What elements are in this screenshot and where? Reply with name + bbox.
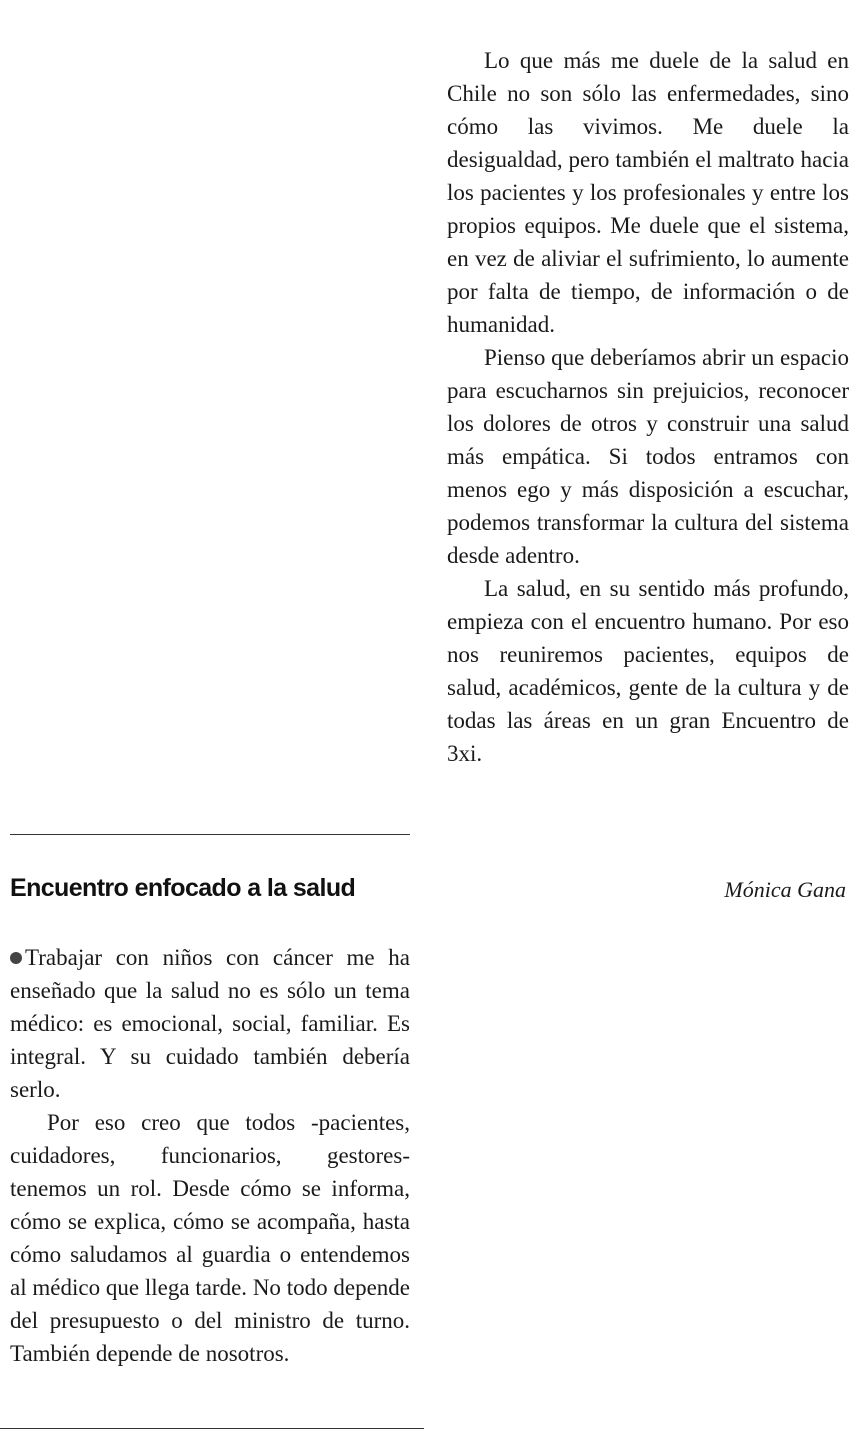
section-divider-bottom (0, 1428, 424, 1429)
left-paragraph-2: Por eso creo que todos -pacientes, cuidadores, funcionarios, gestores- tenemos un rol. Desde cómo se informa, cómo se explica, cómo se acompaña, hasta cómo saludamos al guardia o entendemos al médico que llega tarde. No todo depende del presupuesto o del ministro de turno. También depende de nosotros. (10, 1110, 410, 1366)
right-paragraph-3: La salud, en su sentido más profundo, empieza con el encuentro humano. Por eso nos reuniremos pacientes, equipos de salud, académicos, gente de la cultura y de todas las áreas en un gran Encuentro de 3xi. (447, 576, 849, 766)
article-headline: Encuentro enfocado a la salud (10, 874, 356, 902)
section-divider-top (10, 834, 410, 835)
author-signature: Mónica Gana (724, 877, 846, 902)
right-column (447, 44, 849, 770)
left-column (10, 941, 410, 1370)
right-paragraph-1: Lo que más me duele de la salud en Chile no son sólo las enfermedades, sino cómo las vivimos. Me duele la desigualdad, pero también el maltrato hacia los pacientes y los profesionales y entre los propios equipos. Me duele que el sistema, en vez de aliviar el sufrimiento, lo aumente por falta de tiempo, de información o de humanidad. (447, 48, 849, 337)
left-paragraph-1 (10, 941, 410, 1106)
right-paragraph-2: Pienso que deberíamos abrir un espacio para escucharnos sin prejuicios, reconocer los dolores de otros y construir una salud más empática. Si todos entramos con menos ego y más disposición a escuchar, podemos transformar la cultura del sistema desde adentro. (447, 345, 849, 568)
left-paragraph-1-text: Trabajar con niños con cáncer me ha enseñado que la salud no es sólo un tema médico: es emocional, social, familiar. Es integral. Y su cuidado también debería serlo. (10, 945, 410, 1102)
bullet-dot-icon (10, 952, 22, 964)
